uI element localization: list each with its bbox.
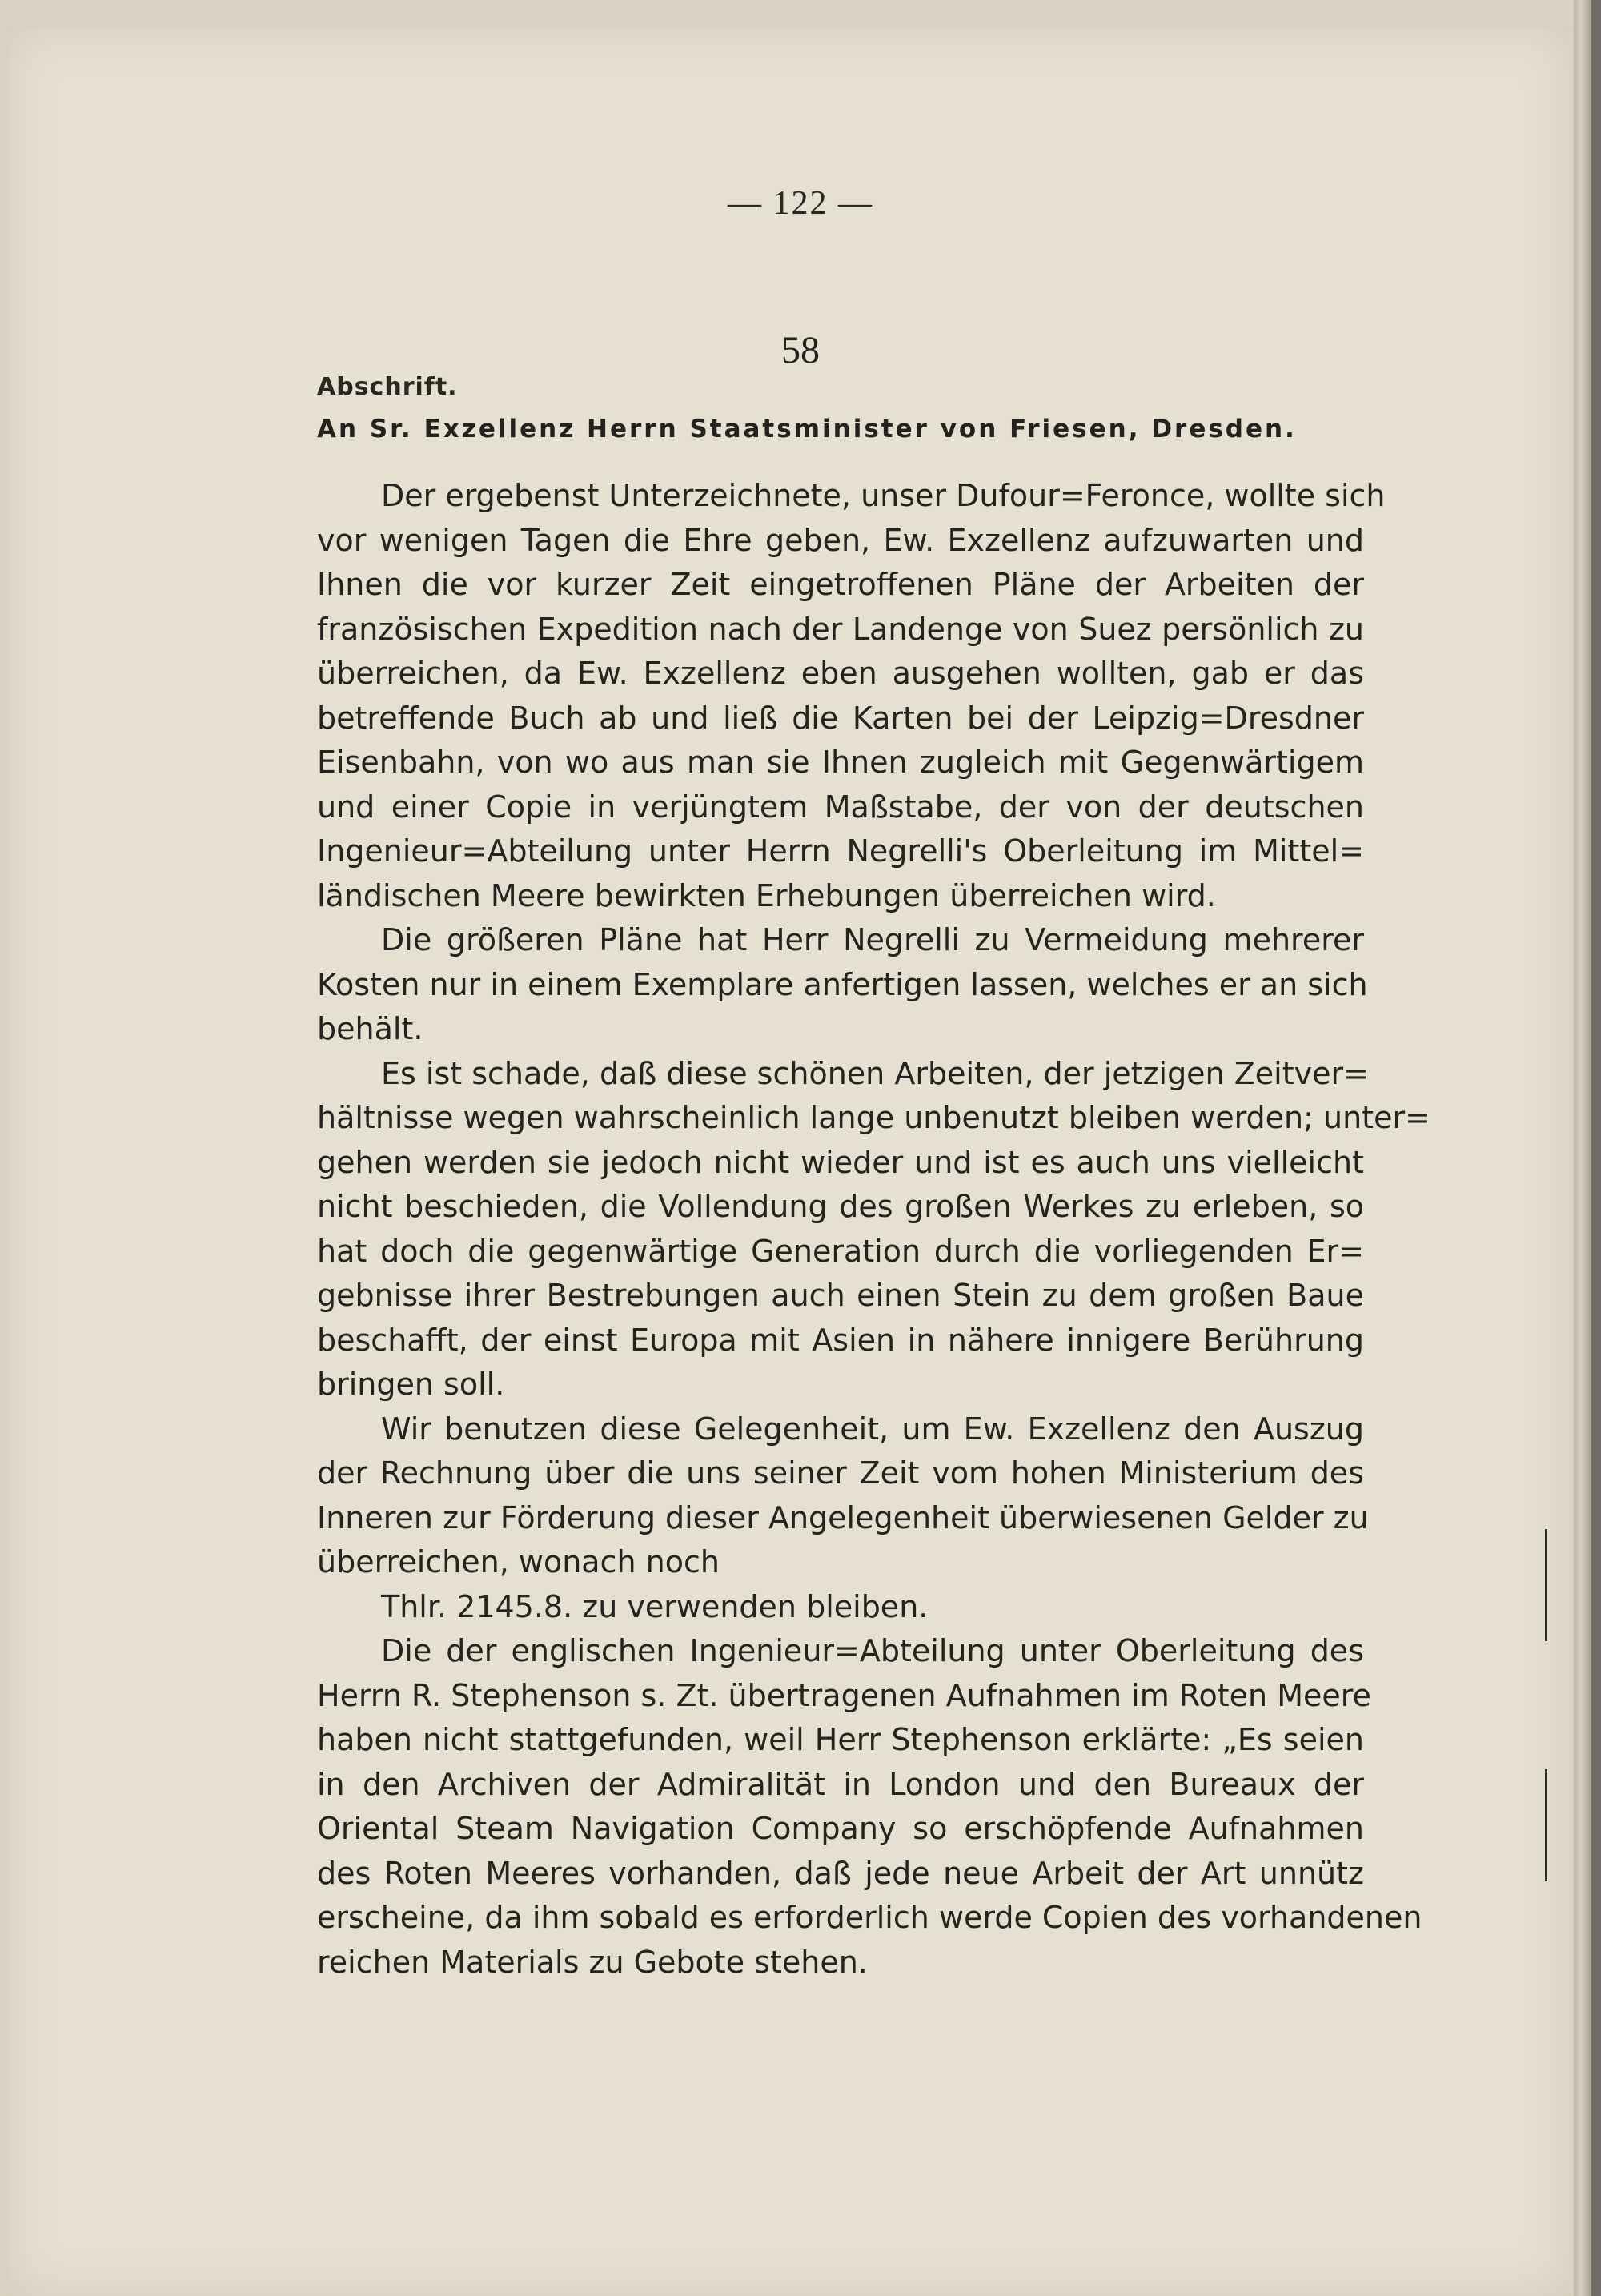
text-line: überreichen, wonach noch [317, 1544, 720, 1580]
text-line: Eisenbahn, von wo aus man sie Ihnen zugleich mit Gegenwärtigem [317, 745, 1364, 780]
text-line: vor wenigen Tagen die Ehre geben, Ew. Exzellenz aufzuwarten und [317, 522, 1364, 558]
text-line: bringen soll. [317, 1367, 505, 1402]
page-number: — 122 — [728, 185, 873, 222]
addressee-line: An Sr. Exzellenz Herrn Staatsminister von Friesen, Dresden. [317, 415, 1297, 444]
text-line: ländischen Meere bewirkten Erhebungen überreichen wird. [317, 877, 1216, 913]
text-line: französischen Expedition nach der Landenge von Suez persönlich zu [317, 611, 1364, 647]
text-line: betreffende Buch ab und ließ die Karten bei der Leipzig=Dresdner [317, 700, 1364, 736]
text-line: behält. [317, 1011, 423, 1046]
text-line: in den Archiven der Admiralität in London und den Bureaux der [317, 1766, 1364, 1802]
text-line: Inneren zur Förderung dieser Angelegenheit überwiesenen Gelder zu [317, 1499, 1369, 1535]
text-line: Ihnen die vor kurzer Zeit eingetroffenen Pläne der Arbeiten der [317, 567, 1364, 602]
letter-body [317, 474, 1430, 1985]
text-line: hältnisse wegen wahrscheinlich lange unbenutzt bleiben werden; unter= [317, 1100, 1430, 1135]
text-line: gebnisse ihrer Bestrebungen auch einen Stein zu dem großen Baue [317, 1278, 1364, 1313]
text-line: Herrn R. Stephenson s. Zt. übertragenen Aufnahmen im Roten Meere [317, 1677, 1371, 1713]
margin-mark [1545, 1529, 1547, 1641]
text-line: reichen Materials zu Gebote stehen. [317, 1944, 868, 1980]
text-line: Es ist schade, daß diese schönen Arbeiten, der jetzigen Zeitver= [381, 1055, 1369, 1091]
text-line: Kosten nur in einem Exemplare anfertigen lassen, welches er an sich [317, 966, 1368, 1002]
margin-mark [1545, 1769, 1547, 1881]
text-line: der Rechnung über die uns seiner Zeit vom hohen Ministerium des [317, 1455, 1364, 1491]
copy-label: Abschrift. [317, 373, 458, 401]
text-line: Die größeren Pläne hat Herr Negrelli zu Vermeidung mehrerer [381, 922, 1364, 957]
text-line: haben nicht stattgefunden, weil Herr Stephenson erklärte: „Es seien [317, 1722, 1364, 1757]
text-line: gehen werden sie jedoch nicht wieder und ist es auch uns vielleicht [317, 1144, 1364, 1180]
text-line: erscheine, da ihm sobald es erforderlich werde Copien des vorhandenen [317, 1900, 1422, 1935]
text-line: hat doch die gegenwärtige Generation durch die vorliegenden Er= [317, 1233, 1364, 1269]
text-line: überreichen, da Ew. Exzellenz eben ausgehen wollten, gab er das [317, 656, 1364, 691]
text-line: Thlr. 2145.8. zu verwenden bleiben. [381, 1588, 929, 1624]
text-line: nicht beschieden, die Vollendung des großen Werkes zu erleben, so [317, 1189, 1364, 1224]
text-line: Wir benutzen diese Gelegenheit, um Ew. Exzellenz den Auszug [381, 1411, 1364, 1447]
document-number: 58 [781, 329, 820, 371]
text-line: Ingenieur=Abteilung unter Herrn Negrelli's Oberleitung im Mittel= [317, 833, 1364, 869]
text-line: des Roten Meeres vorhanden, daß jede neue Arbeit der Art unnütz [317, 1855, 1364, 1891]
text-line: Oriental Steam Navigation Company so erschöpfende Aufnahmen [317, 1811, 1364, 1846]
text-line: und einer Copie in verjüngtem Maßstabe, der von der deutschen [317, 789, 1364, 825]
text-line: Die der englischen Ingenieur=Abteilung unter Oberleitung des [381, 1633, 1364, 1668]
text-line: beschafft, der einst Europa mit Asien in nähere innigere Berührung [317, 1322, 1364, 1358]
text-line: Der ergebenst Unterzeichnete, unser Dufour=Feronce, wollte sich [381, 478, 1386, 513]
